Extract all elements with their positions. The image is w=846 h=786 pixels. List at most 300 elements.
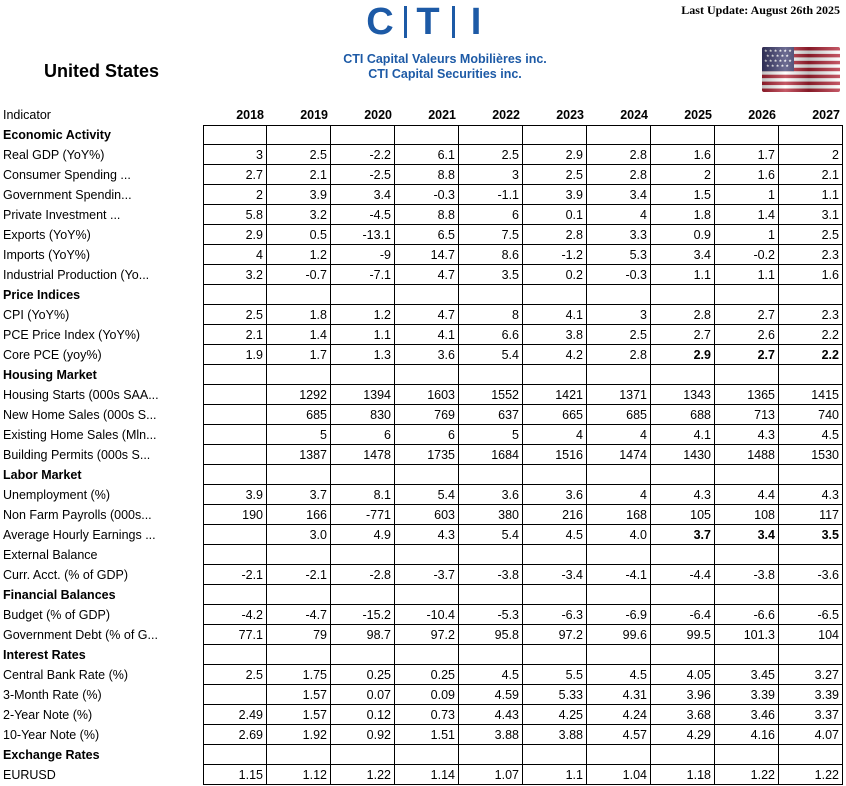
section-title: Interest Rates [3,648,86,662]
section-row [0,585,846,605]
table-row [0,605,846,625]
value-cell: 2.2 [779,345,843,365]
value-cell [651,585,715,605]
value-cell: 1415 [779,385,843,405]
value-cell: 3.68 [651,705,715,725]
year-header: 2019 [300,108,328,122]
value-cell: 1371 [587,385,651,405]
section-row [0,285,846,305]
value-cell: 1387 [267,445,331,465]
value-cell: 1421 [523,385,587,405]
value-cell [587,465,651,485]
value-cell: 3.3 [587,225,651,245]
indicator-label: Unemployment (%) [3,488,110,502]
value-cell [267,585,331,605]
value-cell: 3.6 [459,485,523,505]
value-cell: 1516 [523,445,587,465]
value-cell [587,285,651,305]
value-cell: 0.2 [523,265,587,285]
value-cell [459,745,523,765]
value-cell: 4.1 [523,305,587,325]
value-cell: 4 [587,205,651,225]
value-cell [523,545,587,565]
value-cell: 2.3 [779,305,843,325]
value-cell: 105 [651,505,715,525]
indicator-label: EURUSD [3,768,56,782]
value-cell: 4.3 [395,525,459,545]
value-cell: 1474 [587,445,651,465]
value-cell: 1.51 [395,725,459,745]
value-cell: 1.15 [203,765,267,785]
section-row [0,365,846,385]
section-title: Labor Market [3,468,82,482]
value-cell: 3.4 [715,525,779,545]
value-cell: 3.4 [651,245,715,265]
value-cell: 380 [459,505,523,525]
value-cell: 5.4 [459,345,523,365]
value-cell: 3 [587,305,651,325]
value-cell: 1.04 [587,765,651,785]
value-cell: 0.92 [331,725,395,745]
value-cell: -4.5 [331,205,395,225]
value-cell [331,645,395,665]
value-cell: -0.2 [715,245,779,265]
value-cell: 4.05 [651,665,715,685]
cti-logo [360,1,494,43]
value-cell: 7.5 [459,225,523,245]
value-cell: 4 [523,425,587,445]
value-cell: 0.5 [267,225,331,245]
value-cell: 6.1 [395,145,459,165]
value-cell [331,465,395,485]
value-cell: 14.7 [395,245,459,265]
value-cell: 104 [779,625,843,645]
indicator-label: Core PCE (yoy%) [3,348,102,362]
value-cell [779,645,843,665]
value-cell [779,365,843,385]
indicator-label: Government Debt (% of G... [3,628,158,642]
value-cell [715,585,779,605]
value-cell [267,745,331,765]
value-cell: 4.16 [715,725,779,745]
indicator-label: Imports (YoY%) [3,248,91,262]
value-cell: 1.22 [715,765,779,785]
value-cell: 2.9 [523,145,587,165]
value-cell: 0.25 [331,665,395,685]
value-cell: 2.5 [459,145,523,165]
value-cell: 1.12 [267,765,331,785]
value-cell [651,125,715,145]
indicator-header: Indicator [3,108,51,122]
value-cell: -2.1 [267,565,331,585]
value-cell [395,465,459,485]
value-cell [203,745,267,765]
value-cell: 1.07 [459,765,523,785]
value-cell: 1.4 [715,205,779,225]
value-cell [203,285,267,305]
year-header: 2021 [428,108,456,122]
logo-letter-i: I [470,1,482,43]
value-cell [587,745,651,765]
indicator-label: 10-Year Note (%) [3,728,100,742]
value-cell [523,125,587,145]
value-cell: 3.46 [715,705,779,725]
value-cell: 2.8 [587,145,651,165]
value-cell: 4.25 [523,705,587,725]
value-cell: 2.6 [715,325,779,345]
value-cell: 3.0 [267,525,331,545]
value-cell: 2.8 [587,345,651,365]
value-cell: 2.7 [203,165,267,185]
table-row [0,685,846,705]
value-cell: 99.6 [587,625,651,645]
indicator-label: 2-Year Note (%) [3,708,93,722]
value-cell [523,645,587,665]
value-cell: -7.1 [331,265,395,285]
value-cell: 1.1 [715,265,779,285]
year-header: 2023 [556,108,584,122]
section-row [0,645,846,665]
indicator-label: Curr. Acct. (% of GDP) [3,568,129,582]
value-cell: 1 [715,225,779,245]
value-cell: 769 [395,405,459,425]
year-header: 2018 [236,108,264,122]
value-cell [331,365,395,385]
value-cell: 98.7 [331,625,395,645]
svg-text:★ ★ ★ ★ ★: ★ ★ ★ ★ ★ [766,63,790,68]
value-cell: 3.88 [459,725,523,745]
value-cell: 8.6 [459,245,523,265]
value-cell: 1684 [459,445,523,465]
value-cell: 4.24 [587,705,651,725]
value-cell: 2.3 [779,245,843,265]
us-flag-icon [762,47,840,92]
year-header: 2027 [812,108,840,122]
value-cell: 3.27 [779,665,843,685]
svg-text:★ ★ ★ ★ ★ ★: ★ ★ ★ ★ ★ ★ [764,58,792,63]
table-row [0,425,846,445]
value-cell: 1.3 [331,345,395,365]
table-row [0,385,846,405]
value-cell: 2.7 [715,305,779,325]
indicator-label: Central Bank Rate (%) [3,668,129,682]
section-title: Financial Balances [3,588,116,602]
value-cell: 97.2 [395,625,459,645]
value-cell [267,465,331,485]
value-cell: -6.3 [523,605,587,625]
section-title: Exchange Rates [3,748,100,762]
value-cell: 4.1 [395,325,459,345]
value-cell [715,365,779,385]
value-cell: 1365 [715,385,779,405]
value-cell: 166 [267,505,331,525]
value-cell: 2 [651,165,715,185]
value-cell [203,365,267,385]
table-row [0,405,846,425]
table-row [0,705,846,725]
value-cell: 4.59 [459,685,523,705]
value-cell: 1.4 [267,325,331,345]
value-cell: 3.8 [523,325,587,345]
value-cell: 1735 [395,445,459,465]
value-cell [715,285,779,305]
value-cell [523,465,587,485]
value-cell [331,585,395,605]
value-cell [523,365,587,385]
value-cell: 3.1 [779,205,843,225]
value-cell [523,745,587,765]
value-cell: 4.0 [587,525,651,545]
value-cell: 0.1 [523,205,587,225]
value-cell: 5.4 [459,525,523,545]
value-cell [459,645,523,665]
table-row [0,725,846,745]
value-cell [459,365,523,385]
value-cell [267,365,331,385]
value-cell: 5.3 [587,245,651,265]
value-cell: 4.3 [715,425,779,445]
value-cell: 4.4 [715,485,779,505]
value-cell: -10.4 [395,605,459,625]
value-cell: -2.8 [331,565,395,585]
value-cell [523,585,587,605]
value-cell: -4.2 [203,605,267,625]
value-cell: -2.2 [331,145,395,165]
value-cell [203,385,267,405]
value-cell: -0.7 [267,265,331,285]
value-cell [267,545,331,565]
indicator-label: Consumer Spending ... [3,168,131,182]
value-cell [715,125,779,145]
value-cell [395,545,459,565]
value-cell [587,585,651,605]
value-cell: -4.1 [587,565,651,585]
value-cell: -4.7 [267,605,331,625]
value-cell [715,465,779,485]
value-cell: 1.22 [331,765,395,785]
value-cell: 8 [459,305,523,325]
value-cell: 4 [203,245,267,265]
value-cell: 3.5 [459,265,523,285]
table-row [0,505,846,525]
value-cell: 3.2 [203,265,267,285]
value-cell: 713 [715,405,779,425]
value-cell [267,125,331,145]
value-cell: 117 [779,505,843,525]
value-cell [203,525,267,545]
value-cell: 3.96 [651,685,715,705]
value-cell: 0.9 [651,225,715,245]
table-row [0,145,846,165]
value-cell [395,645,459,665]
svg-text:★ ★ ★ ★ ★: ★ ★ ★ ★ ★ [766,53,790,58]
value-cell: 637 [459,405,523,425]
value-cell: -6.4 [651,605,715,625]
value-cell: 0.12 [331,705,395,725]
value-cell: 2.8 [523,225,587,245]
year-header: 2020 [364,108,392,122]
country-title: United States [44,61,160,81]
value-cell: 6 [459,205,523,225]
indicator-label: Budget (% of GDP) [3,608,110,622]
value-cell [331,285,395,305]
value-cell: 1.14 [395,765,459,785]
value-cell [395,745,459,765]
value-cell: 2.5 [779,225,843,245]
value-cell [779,545,843,565]
value-cell [779,285,843,305]
value-cell [651,745,715,765]
value-cell: 1.1 [651,265,715,285]
table-row [0,205,846,225]
value-cell: -3.4 [523,565,587,585]
value-cell: 79 [267,625,331,645]
value-cell: 1.8 [651,205,715,225]
value-cell: 4.5 [459,665,523,685]
value-cell: 2.1 [779,165,843,185]
table-row [0,265,846,285]
value-cell: 4 [587,425,651,445]
table-row [0,185,846,205]
indicator-label: 3-Month Rate (%) [3,688,102,702]
value-cell: 4.9 [331,525,395,545]
value-cell: 1.57 [267,705,331,725]
value-cell: 1394 [331,385,395,405]
value-cell: 2.7 [715,345,779,365]
value-cell [203,545,267,565]
value-cell: 1.1 [523,765,587,785]
value-cell [395,585,459,605]
year-header: 2026 [748,108,776,122]
value-cell: 685 [267,405,331,425]
table-row [0,765,846,785]
value-cell: 4.3 [779,485,843,505]
section-title: External Balance [3,548,98,562]
value-cell: 1.1 [331,325,395,345]
value-cell: -3.8 [715,565,779,585]
table-row [0,165,846,185]
value-cell: 2.5 [587,325,651,345]
value-cell: 4.5 [779,425,843,445]
value-cell: 3 [459,165,523,185]
value-cell [395,285,459,305]
value-cell: 0.73 [395,705,459,725]
value-cell: 2.49 [203,705,267,725]
value-cell: 4.7 [395,305,459,325]
value-cell: 1.6 [779,265,843,285]
value-cell [203,685,267,705]
value-cell [651,645,715,665]
value-cell [203,645,267,665]
last-update: Last Update: August 26th 2025 [681,3,840,17]
value-cell: 1 [715,185,779,205]
value-cell: 2.8 [651,305,715,325]
value-cell: 5.5 [523,665,587,685]
value-cell: 1.2 [267,245,331,265]
value-cell: -13.1 [331,225,395,245]
indicator-label: CPI (YoY%) [3,308,70,322]
value-cell: 830 [331,405,395,425]
value-cell [715,545,779,565]
value-cell: 1.57 [267,685,331,705]
value-cell: 8.1 [331,485,395,505]
value-cell: 5 [459,425,523,445]
value-cell: -6.5 [779,605,843,625]
table-row [0,525,846,545]
value-cell [587,365,651,385]
indicator-label: New Home Sales (000s S... [3,408,157,422]
value-cell: -1.1 [459,185,523,205]
value-cell: -2.1 [203,565,267,585]
value-cell: 4.5 [523,525,587,545]
value-cell: 6 [395,425,459,445]
value-cell: 77.1 [203,625,267,645]
value-cell: 8.8 [395,205,459,225]
value-cell: 2.9 [203,225,267,245]
value-cell: 688 [651,405,715,425]
value-cell: 1343 [651,385,715,405]
value-cell: 3.5 [779,525,843,545]
value-cell [331,125,395,145]
value-cell: 0.25 [395,665,459,685]
value-cell: 190 [203,505,267,525]
value-cell: -5.3 [459,605,523,625]
value-cell: 3.6 [523,485,587,505]
value-cell: 4.29 [651,725,715,745]
value-cell: -4.4 [651,565,715,585]
value-cell: 4.2 [523,345,587,365]
value-cell: 2.7 [651,325,715,345]
value-cell: -15.2 [331,605,395,625]
value-cell: 2.5 [203,665,267,685]
value-cell: 2.2 [779,325,843,345]
table-row [0,345,846,365]
value-cell [587,545,651,565]
value-cell: 1292 [267,385,331,405]
value-cell: 1488 [715,445,779,465]
value-cell: 4.1 [651,425,715,445]
value-cell [651,545,715,565]
indicator-label: Real GDP (YoY%) [3,148,105,162]
value-cell: 2.1 [203,325,267,345]
section-title: Price Indices [3,288,81,302]
value-cell [587,645,651,665]
value-cell: 1552 [459,385,523,405]
section-row [0,745,846,765]
value-cell: -1.2 [523,245,587,265]
value-cell: 1478 [331,445,395,465]
value-cell: 4.5 [587,665,651,685]
value-cell: 3.7 [651,525,715,545]
value-cell: -6.9 [587,605,651,625]
value-cell: 216 [523,505,587,525]
year-header: 2024 [620,108,648,122]
table-row [0,305,846,325]
table-row [0,565,846,585]
company-name-fr: CTI Capital Valeurs Mobilières inc. [343,52,547,66]
value-cell: 1.75 [267,665,331,685]
indicator-label: PCE Price Index (YoY%) [3,328,141,342]
value-cell: 4.57 [587,725,651,745]
value-cell: -9 [331,245,395,265]
value-cell: -3.7 [395,565,459,585]
value-cell: 3.2 [267,205,331,225]
indicator-label: Housing Starts (000s SAA... [3,388,159,402]
value-cell: 1.5 [651,185,715,205]
value-cell [395,365,459,385]
value-cell: -2.5 [331,165,395,185]
value-cell: 1.8 [267,305,331,325]
